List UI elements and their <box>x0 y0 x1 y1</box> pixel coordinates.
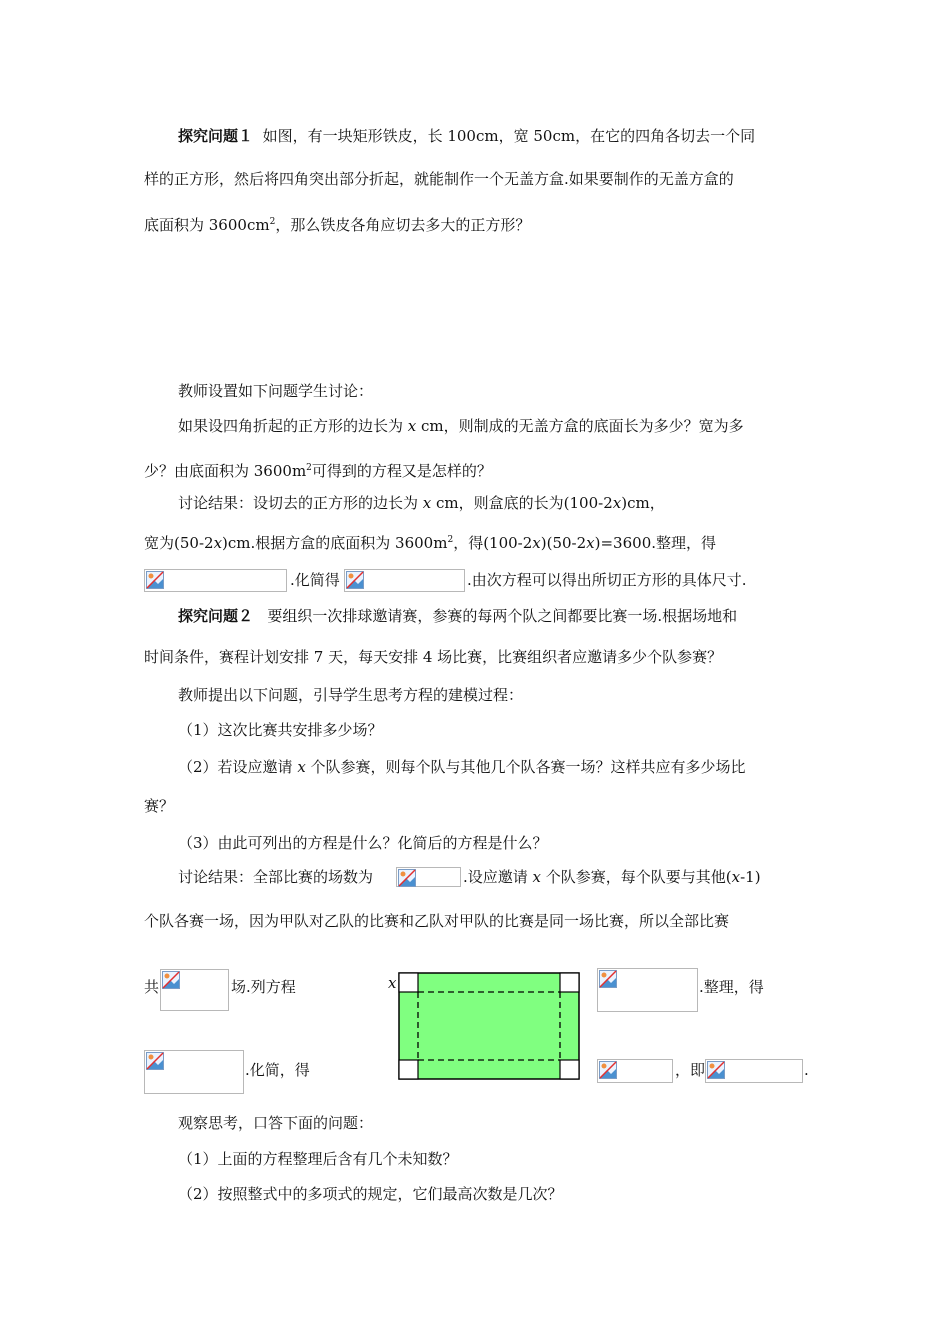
result2-line3a: 共 <box>144 978 160 996</box>
text: 可得到的方程又是怎样的？ <box>311 462 492 480</box>
text: .设应邀请 <box>463 868 533 886</box>
result1-line3a: .化简得 <box>290 571 340 589</box>
result2-line3c: .整理，得 <box>699 978 764 996</box>
text: )=3600.整理，得 <box>594 534 717 552</box>
diagram-corner-label: x <box>388 974 397 992</box>
text: )cm， <box>621 494 665 512</box>
text: 讨论结果：设切去的正方形的边长为 <box>178 494 423 512</box>
text: )(50-2 <box>540 534 587 552</box>
corner-square <box>560 1060 579 1079</box>
broken-image-icon <box>146 571 164 589</box>
question1-line2 <box>144 458 492 481</box>
text: 要组织一次排球邀请赛，参赛的每两个队之间都要比赛一场.根据场地和 <box>267 607 738 625</box>
text: cm，则制成的无盖方盒的底面长为多少？宽为多 <box>416 417 744 435</box>
result1-line3b: .由次方程可以得出所切正方形的具体尺寸. <box>467 571 747 589</box>
equation-image-6 <box>144 1050 244 1094</box>
problem2-line2: 时间条件，赛程计划安排 7 天，每天安排 4 场比赛，比赛组织者应邀请多少个队参赛？ <box>144 648 723 666</box>
text: 个队参赛，则每个队与其他几个队各赛一场？这样共应有多少场比 <box>305 758 746 776</box>
text: ，得(100-2 <box>453 534 533 552</box>
problem2-title: 探究问题２ <box>178 607 254 625</box>
broken-image-icon <box>707 1061 725 1079</box>
corner-square <box>399 1060 418 1079</box>
result2-line4a: .化简，得 <box>245 1061 310 1079</box>
text: -1) <box>740 868 761 886</box>
problem1-line1 <box>178 126 755 146</box>
equation-image-2 <box>344 569 465 592</box>
sub-question-2-cont: 赛？ <box>144 797 175 815</box>
variable: x <box>532 868 542 886</box>
variable: x <box>297 758 306 776</box>
result2-line2: 个队各赛一场，因为甲队对乙队的比赛和乙队对甲队的比赛是同一场比赛，所以全部比赛 <box>144 912 730 930</box>
text: 如图，有一块矩形铁皮，长 100cm，宽 50cm，在它的四角各切去一个同 <box>262 127 756 145</box>
result2-line4c: . <box>804 1061 809 1079</box>
result2-line1b <box>463 867 761 887</box>
broken-image-icon <box>346 571 364 589</box>
sub-question-1: （1）这次比赛共安排多少场？ <box>178 721 383 739</box>
variable: x <box>612 494 622 512</box>
equation-image-7 <box>597 1059 673 1083</box>
text: 个队参赛，每个队要与其他( <box>541 868 732 886</box>
result1-line1 <box>178 493 665 513</box>
superscript: 2 <box>447 535 454 545</box>
superscript: 2 <box>306 463 312 473</box>
equation-image-4 <box>160 969 229 1011</box>
equation-image-1 <box>144 569 287 592</box>
text: 如果设四角折起的正方形的边长为 <box>178 417 408 435</box>
broken-image-icon <box>599 970 617 988</box>
question1-line1 <box>178 416 744 436</box>
observe-title: 观察思考，口答下面的问题： <box>178 1114 374 1132</box>
text: ，那么铁皮各角应切去多大的正方形？ <box>275 216 531 234</box>
variable: x <box>731 868 741 886</box>
text: )cm.根据方盒的底面积为 3600m <box>222 534 448 552</box>
variable: x <box>422 494 432 512</box>
result2-line4b: ，即 <box>675 1061 706 1079</box>
teacher-prompt-1: 教师设置如下问题学生讨论： <box>178 382 374 400</box>
variable: x <box>407 417 417 435</box>
broken-image-icon <box>146 1052 164 1070</box>
text: 宽为(50-2 <box>144 534 214 552</box>
result2-line1a: 讨论结果：全部比赛的场数为 <box>178 868 374 886</box>
text: 底面积为 3600cm <box>144 216 270 234</box>
text: 少？由底面积为 3600m <box>144 462 307 480</box>
result2-line3b: 场.列方程 <box>231 978 296 996</box>
observe-q1: （1）上面的方程整理后含有几个未知数？ <box>178 1150 458 1168</box>
problem2-line1 <box>178 606 737 626</box>
sub-question-3: （3）由此可列出的方程是什么？化简后的方程是什么？ <box>178 834 548 852</box>
superscript: 2 <box>269 217 276 227</box>
variable: x <box>586 534 595 552</box>
broken-image-icon <box>162 971 180 989</box>
equation-image-3 <box>396 867 461 887</box>
problem1-line2: 样的正方形，然后将四角突出部分折起，就能制作一个无盖方盒.如果要制作的无盖方盒的 <box>144 170 734 188</box>
sub-question-2 <box>178 757 746 777</box>
equation-image-8 <box>705 1059 803 1083</box>
sheet-rect <box>399 973 579 1079</box>
equation-image-5 <box>597 968 698 1012</box>
broken-image-icon <box>599 1061 617 1079</box>
text: （2）若设应邀请 <box>178 758 298 776</box>
result1-line2 <box>144 530 716 553</box>
teacher-prompt-2: 教师提出以下问题，引导学生思考方程的建模过程： <box>178 686 524 704</box>
problem1-line3 <box>144 212 530 235</box>
corner-square <box>399 973 418 992</box>
variable: x <box>532 534 541 552</box>
observe-q2: （2）按照整式中的多项式的规定，它们最高次数是几次？ <box>178 1185 563 1203</box>
text: cm，则盒底的长为(100-2 <box>431 494 613 512</box>
problem1-title: 探究问题１ <box>178 127 254 145</box>
box-net-diagram <box>398 972 580 1080</box>
broken-image-icon <box>398 869 416 887</box>
variable: x <box>213 534 223 552</box>
corner-square <box>560 973 579 992</box>
